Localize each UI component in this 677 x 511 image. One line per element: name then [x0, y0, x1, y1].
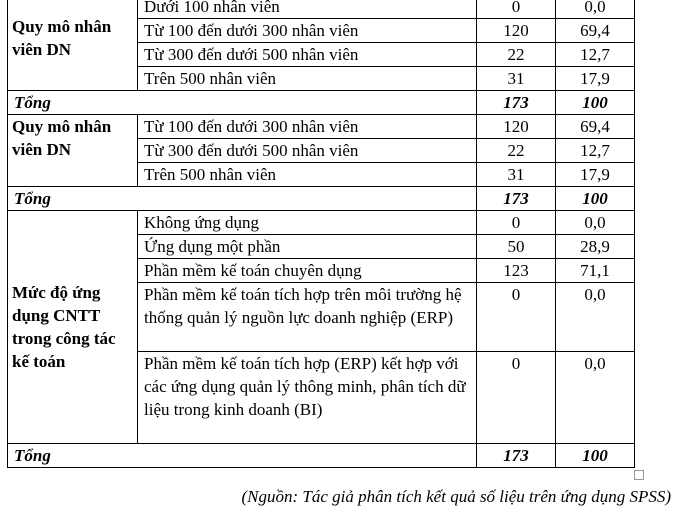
row-percent: 17,9 [556, 67, 635, 91]
row-label: Không ứng dụng [138, 211, 477, 235]
row-percent: 0,0 [556, 283, 635, 352]
total-label: Tổng [8, 444, 477, 468]
statistics-table-container [7, 0, 635, 468]
paragraph-marker-icon [634, 470, 644, 480]
total-percent: 100 [556, 187, 635, 211]
row-label: Phần mềm kế toán tích hợp trên môi trường hệ thống quản lý nguồn lực doanh nghiệp (ERP) [138, 283, 477, 352]
row-label: Ứng dụng một phần [138, 235, 477, 259]
total-count: 173 [477, 444, 556, 468]
row-count: 0 [477, 0, 556, 19]
row-label: Phần mềm kế toán chuyên dụng [138, 259, 477, 283]
table-row [8, 211, 635, 235]
row-percent: 12,7 [556, 139, 635, 163]
row-count: 31 [477, 163, 556, 187]
row-percent: 28,9 [556, 235, 635, 259]
total-count: 173 [477, 91, 556, 115]
table-row [8, 0, 635, 19]
row-label: Dưới 100 nhân viên [138, 0, 477, 19]
row-label: Trên 500 nhân viên [138, 163, 477, 187]
row-count: 22 [477, 139, 556, 163]
row-percent: 71,1 [556, 259, 635, 283]
row-count: 123 [477, 259, 556, 283]
category-cell: Mức độ ứng dụng CNTT trong công tác kế toán [8, 211, 138, 444]
row-count: 0 [477, 211, 556, 235]
total-percent: 100 [556, 444, 635, 468]
row-label: Phần mềm kế toán tích hợp (ERP) kết hợp với các ứng dụng quản lý thông minh, phân tích dữ liệu trong kinh doanh (BI) [138, 352, 477, 444]
total-row [8, 91, 635, 115]
total-label: Tổng [8, 187, 477, 211]
row-count: 120 [477, 19, 556, 43]
row-percent: 69,4 [556, 19, 635, 43]
row-count: 22 [477, 43, 556, 67]
total-percent: 100 [556, 91, 635, 115]
row-count: 50 [477, 235, 556, 259]
source-note: (Nguồn: Tác giả phân tích kết quả số liệu trên ứng dụng SPSS) [241, 487, 671, 506]
row-count: 0 [477, 283, 556, 352]
row-label: Từ 100 đến dưới 300 nhân viên [138, 115, 477, 139]
row-percent: 0,0 [556, 352, 635, 444]
total-label: Tổng [8, 91, 477, 115]
row-label: Trên 500 nhân viên [138, 67, 477, 91]
row-label: Từ 300 đến dưới 500 nhân viên [138, 139, 477, 163]
row-percent: 12,7 [556, 43, 635, 67]
row-label: Từ 300 đến dưới 500 nhân viên [138, 43, 477, 67]
total-row [8, 444, 635, 468]
row-percent: 69,4 [556, 115, 635, 139]
row-count: 31 [477, 67, 556, 91]
row-percent: 0,0 [556, 211, 635, 235]
row-count: 0 [477, 352, 556, 444]
table-row [8, 115, 635, 139]
statistics-table [7, 0, 635, 468]
row-percent: 0,0 [556, 0, 635, 19]
category-cell: Quy mô nhân viên DN [8, 0, 138, 91]
row-count: 120 [477, 115, 556, 139]
row-label: Từ 100 đến dưới 300 nhân viên [138, 19, 477, 43]
total-row [8, 187, 635, 211]
category-cell: Quy mô nhân viên DN [8, 115, 138, 187]
total-count: 173 [477, 187, 556, 211]
row-percent: 17,9 [556, 163, 635, 187]
